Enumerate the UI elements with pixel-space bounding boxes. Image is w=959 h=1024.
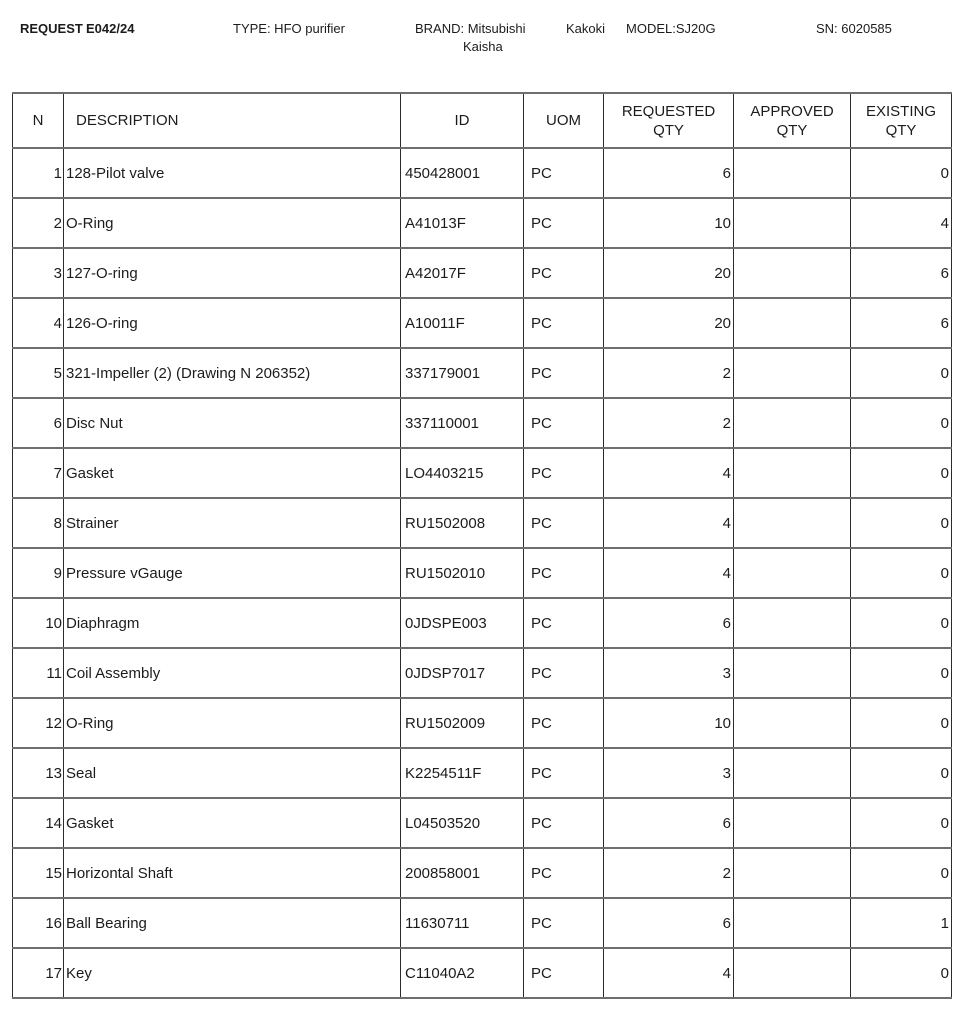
column-header-description [64, 93, 401, 148]
cell-description: 127-O-ring [64, 248, 401, 298]
column-header-requested-qty-label: REQUESTED QTY [621, 102, 716, 139]
cell-existing-qty: 0 [851, 798, 952, 848]
column-header-id-label: ID [454, 112, 470, 129]
cell-requested-qty: 10 [604, 198, 734, 248]
cell-n: 5 [13, 348, 64, 398]
cell-uom: PC [524, 948, 604, 998]
request-label: REQUEST [20, 21, 83, 36]
cell-uom: PC [524, 698, 604, 748]
brand-field-word2: Kakoki [566, 21, 606, 36]
cell-approved-qty [734, 148, 851, 198]
cell-n: 2 [13, 198, 64, 248]
cell-approved-qty [734, 698, 851, 748]
cell-uom: PC [524, 898, 604, 948]
cell-approved-qty [734, 748, 851, 798]
cell-n: 9 [13, 548, 64, 598]
cell-approved-qty [734, 898, 851, 948]
cell-id: A42017F [401, 248, 524, 298]
cell-uom: PC [524, 548, 604, 598]
column-header-existing-qty [851, 93, 952, 148]
cell-id: A10011F [401, 298, 524, 348]
cell-id: 450428001 [401, 148, 524, 198]
table-row [13, 348, 952, 398]
request-number: E042/24 [86, 21, 135, 36]
parts-table [12, 92, 952, 999]
cell-existing-qty: 0 [851, 348, 952, 398]
cell-n: 10 [13, 598, 64, 648]
cell-approved-qty [734, 648, 851, 698]
cell-requested-qty: 6 [604, 598, 734, 648]
cell-existing-qty: 0 [851, 398, 952, 448]
table-row [13, 948, 952, 998]
cell-description: 128-Pilot valve [64, 148, 401, 198]
cell-uom: PC [524, 848, 604, 898]
column-header-requested-qty [604, 93, 734, 148]
cell-uom: PC [524, 448, 604, 498]
cell-existing-qty: 0 [851, 698, 952, 748]
column-header-approved-qty-label: APPROVED QTY [750, 102, 834, 139]
cell-approved-qty [734, 848, 851, 898]
cell-n: 3 [13, 248, 64, 298]
cell-description: Diaphragm [64, 598, 401, 648]
cell-id: 337179001 [401, 348, 524, 398]
cell-uom: PC [524, 498, 604, 548]
cell-uom: PC [524, 798, 604, 848]
cell-existing-qty: 0 [851, 148, 952, 198]
cell-requested-qty: 6 [604, 148, 734, 198]
column-header-n-label: N [32, 112, 44, 129]
table-row [13, 448, 952, 498]
cell-uom: PC [524, 248, 604, 298]
cell-uom: PC [524, 198, 604, 248]
table-row [13, 898, 952, 948]
cell-id: L04503520 [401, 798, 524, 848]
table-row [13, 398, 952, 448]
cell-requested-qty: 2 [604, 348, 734, 398]
cell-n: 17 [13, 948, 64, 998]
table-header [13, 93, 952, 148]
cell-description: Gasket [64, 448, 401, 498]
cell-uom: PC [524, 148, 604, 198]
brand-field-line2: Kaisha [463, 39, 503, 54]
cell-approved-qty [734, 348, 851, 398]
cell-requested-qty: 6 [604, 798, 734, 848]
cell-description: 321-Impeller (2) (Drawing N 206352) [64, 348, 401, 398]
cell-requested-qty: 4 [604, 498, 734, 548]
table-row [13, 598, 952, 648]
cell-approved-qty [734, 248, 851, 298]
table-row [13, 498, 952, 548]
cell-approved-qty [734, 198, 851, 248]
cell-requested-qty: 2 [604, 848, 734, 898]
column-header-n [13, 93, 64, 148]
cell-existing-qty: 0 [851, 598, 952, 648]
cell-description: Horizontal Shaft [64, 848, 401, 898]
serial-field: SN: 6020585 [816, 21, 892, 36]
cell-requested-qty: 4 [604, 448, 734, 498]
cell-id: 0JDSPE003 [401, 598, 524, 648]
cell-n: 1 [13, 148, 64, 198]
column-header-uom-label: UOM [546, 112, 581, 129]
cell-approved-qty [734, 298, 851, 348]
cell-existing-qty: 6 [851, 248, 952, 298]
column-header-description-label: DESCRIPTION [76, 112, 179, 129]
cell-approved-qty [734, 548, 851, 598]
cell-description: Gasket [64, 798, 401, 848]
table-row [13, 698, 952, 748]
column-header-uom [524, 93, 604, 148]
cell-requested-qty: 20 [604, 248, 734, 298]
cell-approved-qty [734, 448, 851, 498]
table-row [13, 148, 952, 198]
cell-description: Key [64, 948, 401, 998]
document-header [0, 0, 959, 92]
table-row [13, 798, 952, 848]
cell-existing-qty: 0 [851, 448, 952, 498]
cell-n: 15 [13, 848, 64, 898]
table-row [13, 198, 952, 248]
cell-requested-qty: 4 [604, 548, 734, 598]
cell-description: O-Ring [64, 698, 401, 748]
cell-description: Strainer [64, 498, 401, 548]
cell-requested-qty: 20 [604, 298, 734, 348]
cell-existing-qty: 0 [851, 498, 952, 548]
cell-description: Seal [64, 748, 401, 798]
cell-n: 11 [13, 648, 64, 698]
cell-id: 200858001 [401, 848, 524, 898]
column-header-existing-qty-label: EXISTING QTY [865, 102, 936, 139]
cell-n: 14 [13, 798, 64, 848]
cell-existing-qty: 1 [851, 898, 952, 948]
table-body [13, 148, 952, 998]
cell-description: O-Ring [64, 198, 401, 248]
column-header-approved-qty [734, 93, 851, 148]
cell-id: C11040A2 [401, 948, 524, 998]
cell-id: RU1502009 [401, 698, 524, 748]
cell-existing-qty: 4 [851, 198, 952, 248]
cell-id: 11630711 [401, 898, 524, 948]
table-row [13, 298, 952, 348]
cell-existing-qty: 6 [851, 298, 952, 348]
cell-uom: PC [524, 598, 604, 648]
cell-approved-qty [734, 598, 851, 648]
cell-n: 13 [13, 748, 64, 798]
column-header-id [401, 93, 524, 148]
cell-existing-qty: 0 [851, 848, 952, 898]
cell-id: 337110001 [401, 398, 524, 448]
model-field: MODEL:SJ20G [626, 21, 716, 36]
table-row [13, 548, 952, 598]
cell-existing-qty: 0 [851, 748, 952, 798]
cell-id: 0JDSP7017 [401, 648, 524, 698]
table-row [13, 248, 952, 298]
cell-id: K2254511F [401, 748, 524, 798]
cell-requested-qty: 3 [604, 748, 734, 798]
cell-id: A41013F [401, 198, 524, 248]
cell-requested-qty: 10 [604, 698, 734, 748]
cell-uom: PC [524, 648, 604, 698]
cell-n: 8 [13, 498, 64, 548]
brand-field-line1: BRAND: Mitsubishi [415, 21, 526, 36]
cell-description: Ball Bearing [64, 898, 401, 948]
table-row [13, 748, 952, 798]
cell-requested-qty: 6 [604, 898, 734, 948]
cell-existing-qty: 0 [851, 948, 952, 998]
cell-requested-qty: 2 [604, 398, 734, 448]
cell-description: Coil Assembly [64, 648, 401, 698]
cell-uom: PC [524, 398, 604, 448]
cell-n: 16 [13, 898, 64, 948]
table-row [13, 848, 952, 898]
cell-uom: PC [524, 298, 604, 348]
cell-description: Pressure vGauge [64, 548, 401, 598]
cell-requested-qty: 4 [604, 948, 734, 998]
cell-n: 7 [13, 448, 64, 498]
cell-approved-qty [734, 798, 851, 848]
cell-id: RU1502008 [401, 498, 524, 548]
header-row [13, 93, 952, 148]
table-row [13, 648, 952, 698]
cell-n: 12 [13, 698, 64, 748]
cell-description: 126-O-ring [64, 298, 401, 348]
cell-approved-qty [734, 948, 851, 998]
cell-id: RU1502010 [401, 548, 524, 598]
cell-uom: PC [524, 348, 604, 398]
cell-id: LO4403215 [401, 448, 524, 498]
cell-uom: PC [524, 748, 604, 798]
cell-approved-qty [734, 398, 851, 448]
cell-description: Disc Nut [64, 398, 401, 448]
type-field: TYPE: HFO purifier [233, 21, 345, 36]
cell-existing-qty: 0 [851, 648, 952, 698]
cell-requested-qty: 3 [604, 648, 734, 698]
cell-existing-qty: 0 [851, 548, 952, 598]
cell-approved-qty [734, 498, 851, 548]
cell-n: 4 [13, 298, 64, 348]
cell-n: 6 [13, 398, 64, 448]
